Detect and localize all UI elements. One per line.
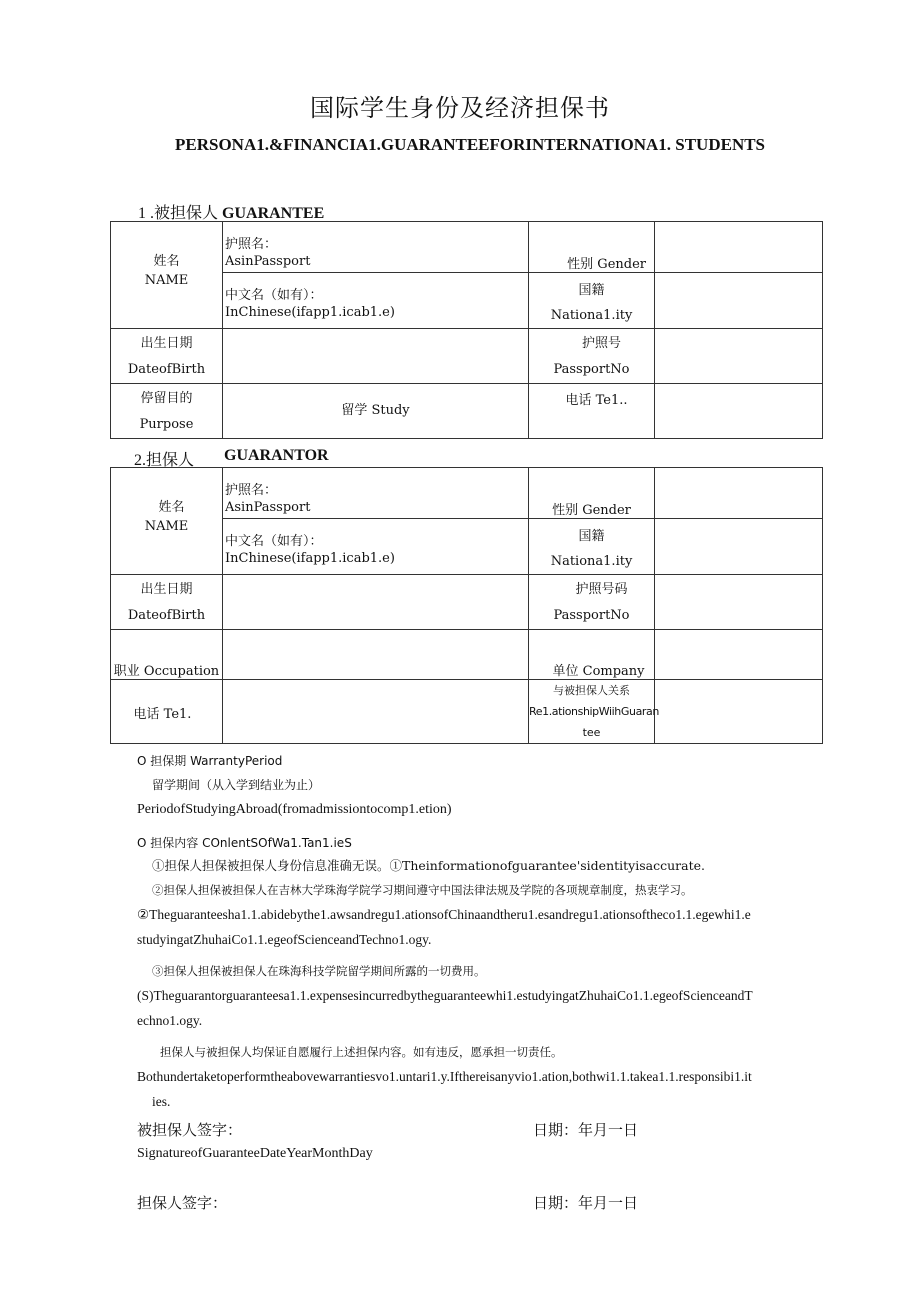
guarantor-table bbox=[110, 467, 823, 744]
promise-en-1: Bothundertaketoperformtheabovewarrantiesvo1.untari1.y.Ifthereisanyvio1.ation,bothwi1.1.takea1.1.responsibi1.it bbox=[137, 1069, 752, 1084]
item3-en-2: echno1.ogy. bbox=[137, 1013, 203, 1028]
item2-cn: ②担保人担保被担保人在吉林大学珠海学院学习期间遵守中国法律法规及学院的各项规章制度，热衷学习。 bbox=[152, 883, 693, 897]
t1-passport-no-value[interactable] bbox=[655, 329, 823, 384]
t1-dob-en: DateofBirth bbox=[127, 362, 206, 377]
t2-company: 单位 Company bbox=[552, 664, 645, 679]
t2-passport-name-cn: 护照名： bbox=[225, 483, 278, 498]
t2-chinese-name-en: InChinese(ifapp1.icab1.e) bbox=[225, 551, 395, 566]
t2-name-en: NAME bbox=[144, 519, 189, 534]
guarantor-signature-label: 担保人签字： bbox=[137, 1194, 228, 1212]
t1-name-label bbox=[111, 222, 223, 329]
t1-chinese-name-en: InChinese(ifapp1.icab1.e) bbox=[225, 305, 395, 320]
t1-passport-name-cell[interactable] bbox=[223, 222, 529, 273]
t2-passport-no-cn: 护照号码 bbox=[575, 582, 628, 597]
item3-cn: ③担保人担保被担保人在珠海科技学院留学期间所露的一切费用。 bbox=[152, 964, 486, 978]
t2-dob-label bbox=[111, 575, 223, 630]
t2-dob-value[interactable] bbox=[223, 575, 529, 630]
t1-purpose-label bbox=[111, 384, 223, 439]
item2-en-1: ②Theguaranteesha1.1.abidebythe1.awsandregu1.ationsofChinaandtheru1.esandregu1.ationsoftheco1.1.egewhi1.e bbox=[137, 907, 751, 922]
guarantee-table bbox=[110, 221, 823, 439]
period-cn: 留学期间（从入学到结业为止） bbox=[152, 778, 321, 792]
t2-chinese-name-cn: 中文名（如有）： bbox=[225, 534, 323, 549]
t2-passport-no-en: PassportNo bbox=[553, 608, 630, 623]
item1: ①担保人担保被担保人身份信息准确无误。①Theinformationofguarantee'sidentityisaccurate. bbox=[152, 858, 705, 873]
period-en: PeriodofStudyingAbroad(fromadmissiontocomp1.etion) bbox=[137, 802, 452, 817]
t1-purpose-cn: 停留目的 bbox=[140, 391, 193, 406]
section1-heading-cn: 1 .被担保人 bbox=[138, 205, 219, 222]
promise-cn: 担保人与被担保人均保证自愿履行上述担保内容。如有违反，愿承担一切责任。 bbox=[160, 1045, 563, 1059]
t1-passport-no-en: PassportNo bbox=[553, 362, 630, 377]
t2-company-value[interactable] bbox=[655, 630, 823, 680]
t1-gender-value[interactable] bbox=[655, 222, 823, 273]
t2-tel: 电话 Te1. bbox=[133, 707, 192, 722]
guarantor-date-label: 日期：年月一日 bbox=[533, 1194, 639, 1212]
t2-nationality-label bbox=[529, 519, 655, 575]
t1-tel-label bbox=[529, 384, 655, 439]
t2-gender-label bbox=[529, 468, 655, 519]
t1-chinese-name-cn: 中文名（如有）： bbox=[225, 288, 323, 303]
t1-nationality-cn: 国籍 bbox=[578, 283, 605, 298]
t1-dob-cn: 出生日期 bbox=[140, 336, 193, 351]
t2-occupation: 职业 Occupation bbox=[113, 664, 220, 679]
t1-nationality-value[interactable] bbox=[655, 273, 823, 329]
t1-nationality-en: Nationa1.ity bbox=[550, 308, 633, 323]
t1-passport-name-en: AsinPassport bbox=[225, 254, 311, 269]
t2-name-cn: 姓名 bbox=[158, 500, 185, 515]
section1-heading-en: GUARANTEE bbox=[222, 205, 325, 222]
t2-relation-cn: 与被担保人关系 bbox=[553, 684, 630, 697]
guarantee-date-label: 日期：年月一日 bbox=[533, 1121, 639, 1139]
t1-tel: 电话 Te1.. bbox=[565, 393, 628, 408]
t2-passport-name-cell[interactable] bbox=[223, 468, 529, 519]
t1-name-cn: 姓名 bbox=[153, 254, 180, 269]
section2-heading-cn: 2.担保人 bbox=[134, 452, 195, 469]
section1-heading bbox=[138, 200, 324, 223]
t1-passport-no-cn: 护照号 bbox=[581, 336, 621, 351]
page-subtitle: PERSONA1.&FINANCIA1.GUARANTEEFORINTERNATIONA1. STUDENTS bbox=[174, 135, 766, 154]
warranty-period-heading: O 担保期 WarrantyPeriod bbox=[137, 754, 283, 768]
t2-name-label bbox=[111, 468, 223, 575]
t1-gender-label bbox=[529, 222, 655, 273]
t2-relation-en-2: tee bbox=[582, 726, 601, 739]
t1-passport-name-cn: 护照名： bbox=[225, 237, 278, 252]
t1-nationality-label bbox=[529, 273, 655, 329]
section2-heading-en: GUARANTOR bbox=[224, 447, 329, 464]
t1-purpose-en: Purpose bbox=[139, 417, 194, 432]
t2-passport-name-en: AsinPassport bbox=[225, 500, 311, 515]
t2-gender: 性别 Gender bbox=[552, 503, 631, 518]
t2-occupation-label bbox=[111, 630, 223, 680]
t2-occupation-value[interactable] bbox=[223, 630, 529, 680]
t2-nationality-value[interactable] bbox=[655, 519, 823, 575]
t2-gender-value[interactable] bbox=[655, 468, 823, 519]
item3-en-1: (S)Theguarantorguaranteesa1.1.expensesincurredbytheguaranteewhi1.estudyingatZhuhaiCo1.1.egeofScienceandT bbox=[137, 988, 753, 1003]
t1-dob-label bbox=[111, 329, 223, 384]
t1-purpose-value: 留学 Study bbox=[341, 403, 410, 418]
t1-passport-no-label bbox=[529, 329, 655, 384]
t1-purpose-value-cell bbox=[223, 384, 529, 439]
t2-relation-en-1: Re1.ationshipWiihGuaran bbox=[529, 705, 659, 718]
t1-dob-value[interactable] bbox=[223, 329, 529, 384]
t2-tel-value[interactable] bbox=[223, 680, 529, 744]
t2-dob-cn: 出生日期 bbox=[140, 582, 193, 597]
guarantee-signature-label: 被担保人签字： bbox=[137, 1121, 243, 1139]
t1-gender: 性别 Gender bbox=[567, 257, 646, 272]
t2-company-label bbox=[529, 630, 655, 680]
contents-heading: O 担保内容 COnlentSOfWa1.Tan1.ieS bbox=[137, 836, 352, 850]
t2-tel-label bbox=[111, 680, 223, 744]
t2-nationality-cn: 国籍 bbox=[578, 529, 605, 544]
item2-en-2: studyingatZhuhaiCo1.1.egeofScienceandTechno1.ogy. bbox=[137, 932, 432, 947]
t2-dob-en: DateofBirth bbox=[127, 608, 206, 623]
t1-chinese-name-cell[interactable] bbox=[223, 273, 529, 329]
t2-passport-no-value[interactable] bbox=[655, 575, 823, 630]
signature-line-en: SignatureofGuaranteeDateYearMonthDay bbox=[137, 1146, 373, 1161]
t2-passport-no-label bbox=[529, 575, 655, 630]
t2-nationality-en: Nationa1.ity bbox=[550, 554, 633, 569]
t2-relation-label bbox=[529, 680, 659, 744]
t1-tel-value[interactable] bbox=[655, 384, 823, 439]
t2-chinese-name-cell[interactable] bbox=[223, 519, 529, 575]
t2-relation-value[interactable] bbox=[655, 680, 823, 744]
t1-name-en: NAME bbox=[144, 273, 189, 288]
promise-en-2: ies. bbox=[152, 1094, 171, 1109]
page-title: 国际学生身份及经济担保书 bbox=[310, 94, 610, 122]
